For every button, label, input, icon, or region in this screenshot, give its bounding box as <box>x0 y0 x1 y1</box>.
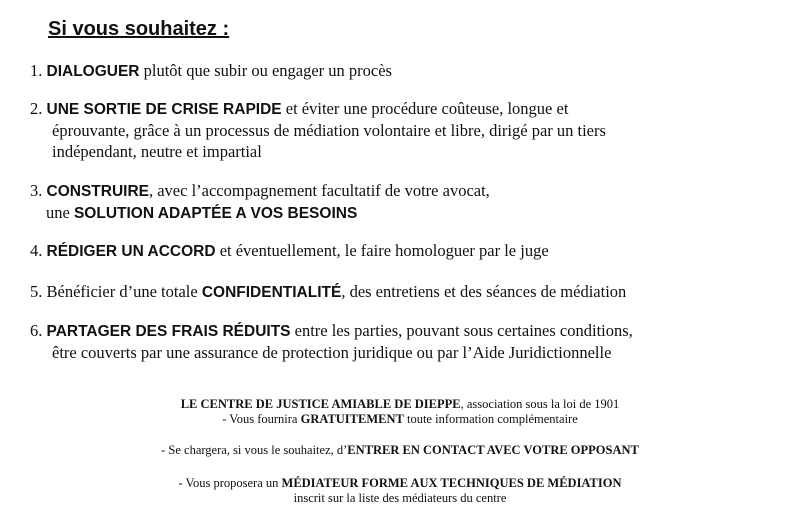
item-text: et éventuellement, le faire homologuer par le juge <box>215 241 549 260</box>
footer-text: toute information complémentaire <box>403 412 578 426</box>
center-description: , association sous la loi de 1901 <box>460 397 620 411</box>
list-item-1 <box>30 60 790 82</box>
item-number: 4. <box>30 241 43 260</box>
footer-text: - Se chargera, si vous le souhaitez, d’ <box>161 443 348 457</box>
list-item-3 <box>30 180 790 224</box>
item-text-line-2: être couverts par une assurance de protection juridique ou par l’Aide Juridictionnelle <box>52 343 612 362</box>
item-number: 2. <box>30 99 43 118</box>
list-item-6 <box>30 320 790 363</box>
footer-keyword: MÉDIATEUR FORME AUX TECHNIQUES DE MÉDIATION <box>281 476 622 490</box>
item-keyword: RÉDIGER UN ACCORD <box>46 243 216 260</box>
item-text: et éviter une procédure coûteuse, longue et <box>281 99 569 118</box>
item-text-line-3: indépendant, neutre et impartial <box>52 142 262 161</box>
item-text-pre: Bénéficier d’une totale <box>46 282 202 301</box>
item-keyword: PARTAGER DES FRAIS RÉDUITS <box>46 323 291 340</box>
list-item-5 <box>30 281 790 303</box>
list-item-4 <box>30 240 790 262</box>
page-heading: Si vous souhaitez : <box>48 18 230 40</box>
footer-text: - Vous proposera un <box>178 476 282 490</box>
footer-text: - Vous fournira <box>222 412 301 426</box>
item-text: plutôt que subir ou engager un procès <box>139 61 392 80</box>
footer-center-line <box>0 396 800 412</box>
item-number: 5. <box>30 282 43 301</box>
item-keyword-2: SOLUTION ADAPTÉE A VOS BESOINS <box>73 205 358 222</box>
footer-keyword: ENTRER EN CONTACT AVEC VOTRE OPPOSANT <box>347 443 639 457</box>
footer-keyword: GRATUITEMENT <box>300 412 404 426</box>
footer-line-3 <box>0 475 800 491</box>
center-name: LE CENTRE DE JUSTICE AMIABLE DE DIEPPE <box>180 397 461 411</box>
footer-line-4: inscrit sur la liste des médiateurs du centre <box>293 491 507 505</box>
footer-line-2 <box>0 442 800 458</box>
item-keyword: CONFIDENTIALITÉ <box>201 284 342 301</box>
list-item-2 <box>30 98 790 162</box>
footer-line-1 <box>0 411 800 427</box>
item-number: 6. <box>30 321 43 340</box>
item-text: entre les parties, pouvant sous certaines conditions, <box>290 321 633 340</box>
item-keyword: UNE SORTIE DE CRISE RAPIDE <box>46 101 282 118</box>
item-text: , avec l’accompagnement facultatif de votre avocat, <box>148 181 490 200</box>
item-text-line-2: éprouvante, grâce à un processus de médiation volontaire et libre, dirigé par un tiers <box>52 121 606 140</box>
item-text: , des entretiens et des séances de médiation <box>341 282 627 301</box>
item-number: 3. <box>30 181 43 200</box>
item-keyword: DIALOGUER <box>46 63 140 80</box>
item-number: 1. <box>30 61 43 80</box>
item-text-line-2 <box>30 202 790 224</box>
item-keyword: CONSTRUIRE <box>46 183 149 200</box>
item-text-pre: une <box>46 203 74 222</box>
